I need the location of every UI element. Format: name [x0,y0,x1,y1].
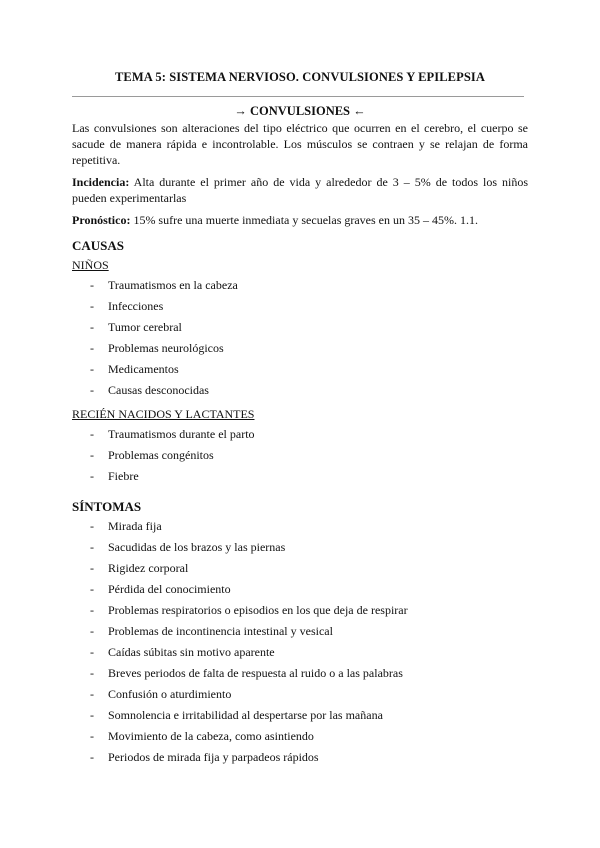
list-item: - Periodos de mirada fija y parpadeos rápidos [90,750,319,764]
incidence-label: Incidencia: [72,175,130,189]
list-item: - Traumatismos durante el parto [90,427,255,441]
list-item: - Problemas de incontinencia intestinal y vesical [90,624,333,638]
incidence-text: Alta durante el primer año de vida y alrededor de 3 – 5% de todos los niños pueden experimentarlas [72,175,528,205]
list-item: - Movimiento de la cabeza, como asintiendo [90,729,314,743]
list-item: - Pérdida del conocimiento [90,582,231,596]
list-item: - Confusión o aturdimiento [90,687,232,701]
causes-heading: CAUSAS [72,238,125,253]
children-causes-list [72,277,528,403]
list-item: - Fiebre [90,469,139,483]
incidence-paragraph [72,174,528,206]
list-item: - Rigidez corporal [90,561,189,575]
intro-paragraph: Las convulsiones son alteraciones del tipo eléctrico que ocurren en el cerebro, el cuerpo se sacude de manera rápida e incontrolable. Los músculos se contraen y se relajan de forma repetitiva. [72,121,528,167]
prognosis-text: 15% sufre una muerte inmediata y secuelas graves en un 35 – 45%. 1.1. [130,213,478,227]
children-subheading: NIÑOS [72,258,109,272]
prognosis-paragraph [72,212,528,228]
list-item: - Somnolencia e irritabilidad al despertarse por las mañana [90,708,383,722]
list-item: - Problemas respiratorios o episodios en los que deja de respirar [90,603,408,617]
title-divider [72,96,524,97]
newborn-causes-list [72,426,528,489]
newborns-subheading: RECIÉN NACIDOS Y LACTANTES [72,407,255,421]
list-item: - Medicamentos [90,362,179,376]
document-title: TEMA 5: SISTEMA NERVIOSO. CONVULSIONES Y EPILEPSIA [114,70,486,84]
list-item: - Breves periodos de falta de respuesta al ruido o a las palabras [90,666,403,680]
list-item: - Causas desconocidas [90,383,209,397]
document-body [72,103,528,773]
list-item: - Tumor cerebral [90,320,182,334]
list-item: - Traumatismos en la cabeza [90,278,238,292]
section-heading-convulsiones: → CONVULSIONES ← [234,104,366,118]
list-item: - Problemas neurológicos [90,341,224,355]
list-item: - Sacudidas de los brazos y las piernas [90,540,286,554]
list-item: - Problemas congénitos [90,448,214,462]
list-item: - Infecciones [90,299,164,313]
prognosis-label: Pronóstico: [72,213,131,227]
symptoms-heading: SÍNTOMAS [72,499,142,514]
list-item: - Mirada fija [90,519,162,533]
symptoms-list [72,518,528,770]
list-item: - Caídas súbitas sin motivo aparente [90,645,275,659]
